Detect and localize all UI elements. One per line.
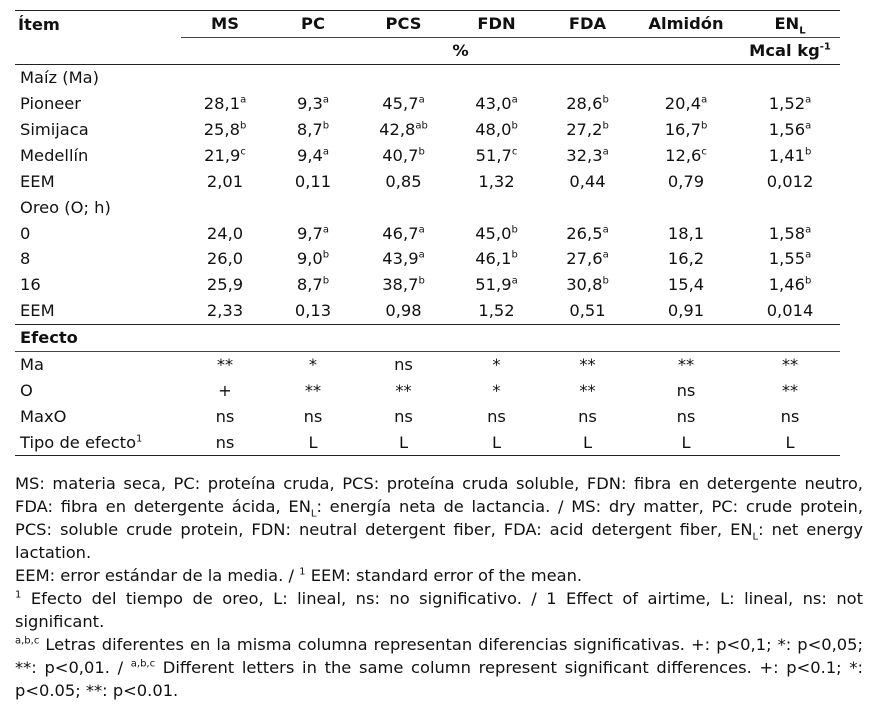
table-cell (543, 272, 632, 298)
group-row-oreo (15, 194, 840, 220)
cell-letter: a (701, 94, 708, 106)
table-cell (450, 91, 543, 117)
cell-value: 51,7 (475, 145, 512, 165)
table-cell (450, 168, 543, 194)
cell-value: 1,46 (768, 275, 805, 295)
effect-label (15, 429, 181, 455)
cell-value: 26,5 (566, 223, 603, 243)
table-cell (269, 117, 357, 143)
group-label-maiz: Maíz (Ma) (20, 68, 99, 88)
table-cell (740, 298, 840, 324)
table-cell (357, 220, 450, 246)
table-cell (450, 298, 543, 324)
unit-energy-base: Mcal kg (749, 41, 820, 61)
row-label: Pioneer (20, 94, 81, 114)
effect-cell: ns (303, 406, 323, 426)
results-table (15, 10, 840, 456)
cell-letter: a (511, 94, 518, 106)
cell-letter: a (418, 94, 425, 106)
effect-cell: ** (579, 380, 596, 400)
effect-cell: L (450, 429, 543, 455)
cell-letter: a (240, 94, 247, 106)
header-pc: PC (269, 11, 357, 38)
table-cell (543, 246, 632, 272)
header-fda: FDA (543, 11, 632, 38)
cell-letter: a (805, 224, 812, 236)
table-cell (740, 142, 840, 168)
effect-row (15, 377, 840, 403)
header-ms: MS (181, 11, 269, 38)
cell-letter: a (322, 146, 330, 158)
group-row-maiz (15, 64, 840, 90)
effect-row (15, 429, 840, 455)
table-cell (543, 298, 632, 324)
cell-value: 42,8 (379, 120, 416, 139)
table-row (15, 220, 840, 246)
cell-value: 9,4 (296, 145, 323, 165)
cell-value: 0,13 (294, 301, 332, 321)
table-footnotes (15, 472, 863, 702)
cell-letter: b (804, 275, 812, 287)
cell-value: 28,1 (203, 94, 241, 114)
table-cell (632, 246, 740, 272)
effect-cell: ns (578, 406, 597, 426)
effect-cell: ns (181, 429, 269, 455)
row-label: Medellín (20, 145, 89, 165)
cell-value: 25,9 (206, 275, 244, 295)
cell-value: 1,52 (768, 94, 806, 114)
effect-row (15, 403, 840, 429)
effect-label-sup: 1 (136, 433, 143, 445)
table-cell (181, 142, 269, 168)
cell-value: 16,2 (667, 249, 705, 269)
table-cell (632, 142, 740, 168)
cell-value: 45,0 (475, 223, 512, 243)
unit-percent: % (181, 37, 740, 64)
cell-letter: b (322, 250, 330, 262)
cell-letter: a (805, 94, 812, 106)
cell-letter: b (804, 146, 812, 158)
unit-energy (740, 37, 840, 64)
cell-value: 32,3 (566, 145, 603, 165)
cell-value: 0,014 (766, 301, 814, 321)
effect-cell: ns (394, 355, 413, 375)
cell-value: 9,7 (296, 223, 323, 243)
cell-value: 21,9 (204, 145, 241, 165)
cell-letter: a (602, 250, 609, 262)
table-cell (269, 142, 357, 168)
cell-letter: b (418, 275, 425, 287)
cell-value: 16,7 (664, 120, 701, 139)
table-row (15, 272, 840, 298)
cell-letter: c (701, 146, 707, 158)
cell-letter: b (511, 224, 518, 236)
cell-letter: a (418, 224, 425, 236)
cell-value: 45,7 (382, 94, 419, 114)
effect-cell: ** (781, 355, 799, 375)
table-cell (269, 220, 357, 246)
effect-label-text: O (20, 380, 33, 400)
effect-cell: ns (394, 406, 413, 426)
table-cell (269, 91, 357, 117)
table-cell (269, 246, 357, 272)
effect-cell: ** (304, 380, 322, 400)
effect-cell: L (632, 429, 740, 455)
row-label: 8 (20, 249, 31, 269)
row-label: 16 (20, 275, 41, 295)
effect-cell: L (357, 429, 450, 455)
cell-value: 1,32 (478, 171, 515, 191)
table-cell (181, 246, 269, 272)
table-row (15, 91, 840, 117)
cell-letter: b (511, 120, 518, 132)
table-cell (632, 298, 740, 324)
table-cell (357, 91, 450, 117)
effect-cell: ** (216, 355, 234, 375)
note-oreo: $^1$ Efecto del tiempo de oreo, L: lineal, ns: no significativo. / 1 Effect of airtime, L: lineal, ns: not significant. (15, 589, 863, 631)
effect-cell: * (492, 355, 501, 375)
effect-cell: + (218, 380, 232, 400)
header-row (15, 11, 840, 38)
cell-value: 38,7 (382, 275, 419, 295)
cell-value: 0,11 (294, 171, 332, 191)
group-row-efecto (15, 324, 840, 351)
cell-letter: b (602, 120, 609, 132)
cell-letter: c (511, 146, 518, 158)
table-row (15, 117, 840, 143)
cell-value: 12,6 (665, 145, 702, 165)
cell-value: 9,3 (296, 94, 323, 114)
table-cell (543, 91, 632, 117)
cell-letter: b (602, 94, 609, 106)
effect-cell: ns (780, 406, 800, 426)
effect-cell: * (492, 380, 501, 400)
cell-letter: b (511, 250, 518, 262)
cell-value: 2,33 (206, 301, 244, 321)
cell-value: 1,58 (768, 223, 806, 243)
table-cell (632, 91, 740, 117)
table-cell (450, 142, 543, 168)
table-cell (450, 272, 543, 298)
cell-letter: a (805, 120, 812, 132)
effect-label-text: Ma (20, 355, 45, 375)
unit-energy-sup: -1 (819, 41, 831, 53)
cell-value: 0,012 (766, 171, 814, 191)
cell-letter: ab (415, 120, 428, 132)
table-cell (740, 91, 840, 117)
group-label-oreo: Oreo (O; h) (20, 197, 111, 217)
table-cell (740, 220, 840, 246)
cell-value: 46,1 (475, 249, 512, 269)
effect-cell: ns (487, 406, 506, 426)
table-cell (357, 298, 450, 324)
cell-value: 1,52 (478, 301, 515, 321)
cell-letter: a (511, 275, 518, 287)
cell-letter: b (322, 120, 330, 132)
table-cell (632, 117, 740, 143)
cell-value: 1,41 (768, 145, 805, 165)
cell-letter: a (322, 224, 330, 236)
table-row (15, 142, 840, 168)
cell-value: 30,8 (566, 275, 603, 295)
effect-label (15, 377, 181, 403)
cell-letter: b (418, 146, 425, 158)
effect-row (15, 351, 840, 377)
table-cell (740, 272, 840, 298)
effect-cell: ** (781, 380, 799, 400)
cell-letter: a (805, 250, 812, 262)
cell-letter: a (602, 146, 609, 158)
cell-value: 51,9 (475, 275, 512, 295)
cell-letter: b (322, 275, 330, 287)
effect-cell: L (543, 429, 632, 455)
cell-value: 2,01 (206, 171, 244, 191)
cell-letter: c (240, 146, 246, 158)
table-cell (450, 220, 543, 246)
cell-value: 27,2 (566, 120, 603, 139)
table-cell (269, 168, 357, 194)
cell-value: 20,4 (664, 94, 702, 114)
effect-cell: ** (579, 355, 596, 375)
table-cell (740, 117, 840, 143)
eem-row-oreo (15, 298, 840, 324)
group-label-efecto: Efecto (15, 324, 840, 351)
header-enl (740, 11, 840, 38)
effect-cell: L (269, 429, 357, 455)
cell-value: 0,44 (569, 171, 606, 191)
cell-letter: b (239, 120, 247, 132)
cell-value: 8,7 (296, 275, 323, 295)
cell-value: 0,91 (667, 301, 705, 321)
effect-cell: ns (676, 380, 696, 400)
table-cell (357, 168, 450, 194)
cell-value: 0,98 (385, 301, 422, 321)
cell-value: 26,0 (206, 249, 244, 269)
table-cell (269, 298, 357, 324)
cell-value: 46,7 (382, 223, 419, 243)
effect-label-text: Tipo de efecto (20, 432, 137, 452)
cell-value: 48,0 (475, 120, 512, 139)
cell-value: 0,79 (667, 171, 705, 191)
header-item: Ítem (15, 11, 181, 38)
table-cell (543, 142, 632, 168)
cell-value: 28,6 (566, 94, 603, 114)
cell-value: 40,7 (382, 145, 419, 165)
table-cell (632, 272, 740, 298)
table-cell (632, 168, 740, 194)
header-enl-base: EN (774, 14, 800, 34)
table-cell (740, 246, 840, 272)
table-cell (357, 142, 450, 168)
table-cell (181, 117, 269, 143)
cell-letter: b (602, 275, 609, 287)
header-pcs: PCS (357, 11, 450, 38)
effect-label (15, 403, 181, 429)
table-cell (181, 272, 269, 298)
effect-cell: ns (215, 406, 235, 426)
table-cell (181, 91, 269, 117)
effect-label-text: MaxO (20, 406, 67, 426)
cell-letter: a (602, 224, 609, 236)
table-cell (357, 272, 450, 298)
table-cell (357, 246, 450, 272)
effect-label (15, 351, 181, 377)
table-cell (543, 117, 632, 143)
table-cell (181, 220, 269, 246)
cell-value: 43,9 (382, 249, 419, 269)
cell-letter: b (700, 120, 708, 132)
effect-cell: ** (677, 355, 695, 375)
cell-value: 8,7 (296, 120, 323, 139)
table-cell (450, 246, 543, 272)
table-cell (269, 272, 357, 298)
cell-letter: a (322, 94, 330, 106)
cell-value: 15,4 (667, 275, 705, 295)
cell-value: 9,0 (296, 249, 323, 269)
row-label: EEM (20, 171, 55, 191)
row-label: EEM (15, 298, 181, 324)
row-label: 0 (20, 223, 31, 243)
table-cell (632, 220, 740, 246)
cell-value: 43,0 (475, 94, 512, 114)
table-cell (543, 168, 632, 194)
effect-cell: ns (676, 406, 696, 426)
cell-value: 1,56 (768, 120, 806, 139)
table-cell (181, 298, 269, 324)
table-cell (543, 220, 632, 246)
note-abbreviations: MS: materia seca, PC: proteína cruda, PCS: proteína cruda soluble, FDN: fibra en detergente neutro, FDA: fibra en detergente ácida, $EN_L$: energía neta de lactancia. / MS: dry matter, PC: crude protein, PCS: soluble crude protein, FDN: neutral detergent fiber, FDA: acid detergent fiber, $EN_L$: net energy lactation. (15, 474, 863, 562)
units-row (15, 37, 840, 64)
table-row (15, 246, 840, 272)
effect-cell: L (740, 429, 840, 455)
header-almidon: Almidón (632, 11, 740, 38)
cell-value: 24,0 (206, 223, 244, 243)
cell-value: 25,8 (203, 120, 240, 139)
table-cell (357, 117, 450, 143)
row-label: Simijaca (20, 120, 89, 139)
cell-value: 27,6 (566, 249, 603, 269)
note-letters: $^{a,b,c}$ Letras diferentes en la misma columna representan diferencias significativas. +: p<0,1; *: p<0,05; **: p<0,01. / $^{a,b,c}$ Different letters in the same column represent significant differences. +: p<0.1; *: p<0.05; **: p<0.01. (15, 635, 863, 700)
effect-cell: * (308, 355, 318, 375)
table-cell (450, 117, 543, 143)
header-enl-sub: L (799, 25, 806, 37)
effect-cell: ** (395, 380, 412, 400)
cell-value: 1,55 (768, 249, 806, 269)
cell-value: 18,1 (667, 223, 705, 243)
eem-row-maiz (15, 168, 840, 194)
cell-letter: a (418, 250, 425, 262)
table-cell (181, 168, 269, 194)
note-eem: EEM: error estándar de la media. / $^1$ EEM: standard error of the mean. (15, 566, 583, 585)
table-cell (740, 168, 840, 194)
header-fdn: FDN (450, 11, 543, 38)
cell-value: 0,85 (385, 171, 422, 191)
cell-value: 0,51 (569, 301, 606, 321)
